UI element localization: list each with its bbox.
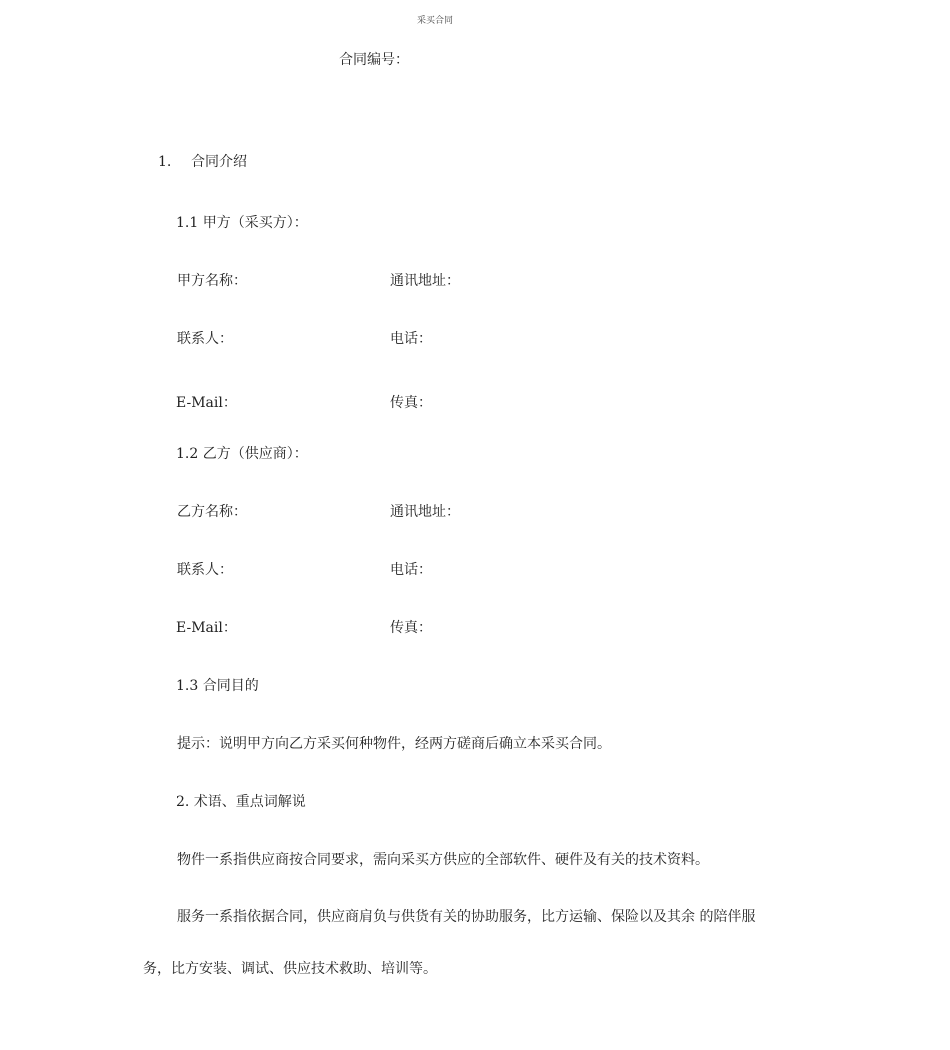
section1-number: 1. — [158, 154, 172, 170]
purpose-hint: 提示：说明甲方向乙方采买何种物件，经两方磋商后确立本采买合同。 — [177, 736, 611, 752]
party-b-heading: 1.2 乙方（供应商）： — [176, 446, 308, 462]
party-a-heading: 1.1 甲方（采买方）： — [176, 215, 308, 231]
term-service-definition-line1: 服务一系指依据合同，供应商肩负与供货有关的协助服务，比方运输、保险以及其余 的陪伴服 — [177, 909, 756, 925]
term-service-definition-line2: 务，比方安装、调试、供应技术救助、培训等。 — [143, 961, 437, 977]
party-a-email-label: E-Mail： — [176, 395, 237, 411]
term-goods-definition: 物件一系指供应商按合同要求，需向采买方供应的全部软件、硬件及有关的技术资料。 — [177, 852, 709, 868]
purpose-heading: 1.3 合同目的 — [176, 678, 259, 694]
party-b-address-label: 通讯地址： — [390, 504, 460, 520]
section1-title: 合同介绍 — [191, 154, 247, 170]
party-b-phone-label: 电话： — [390, 562, 432, 578]
party-b-name-label: 乙方名称： — [177, 504, 247, 520]
party-a-phone-label: 电话： — [390, 331, 432, 347]
section2-title: 2. 术语、重点词解说 — [176, 794, 306, 810]
party-a-contact-label: 联系人： — [177, 331, 233, 347]
party-a-name-label: 甲方名称： — [177, 273, 247, 289]
party-a-fax-label: 传真： — [390, 395, 432, 411]
page-header-title: 采买合同 — [416, 16, 453, 26]
party-b-contact-label: 联系人： — [177, 562, 233, 578]
party-b-email-label: E-Mail： — [176, 620, 237, 636]
party-b-fax-label: 传真： — [390, 620, 432, 636]
contract-number-label: 合同编号： — [339, 52, 409, 68]
party-a-address-label: 通讯地址： — [390, 273, 460, 289]
